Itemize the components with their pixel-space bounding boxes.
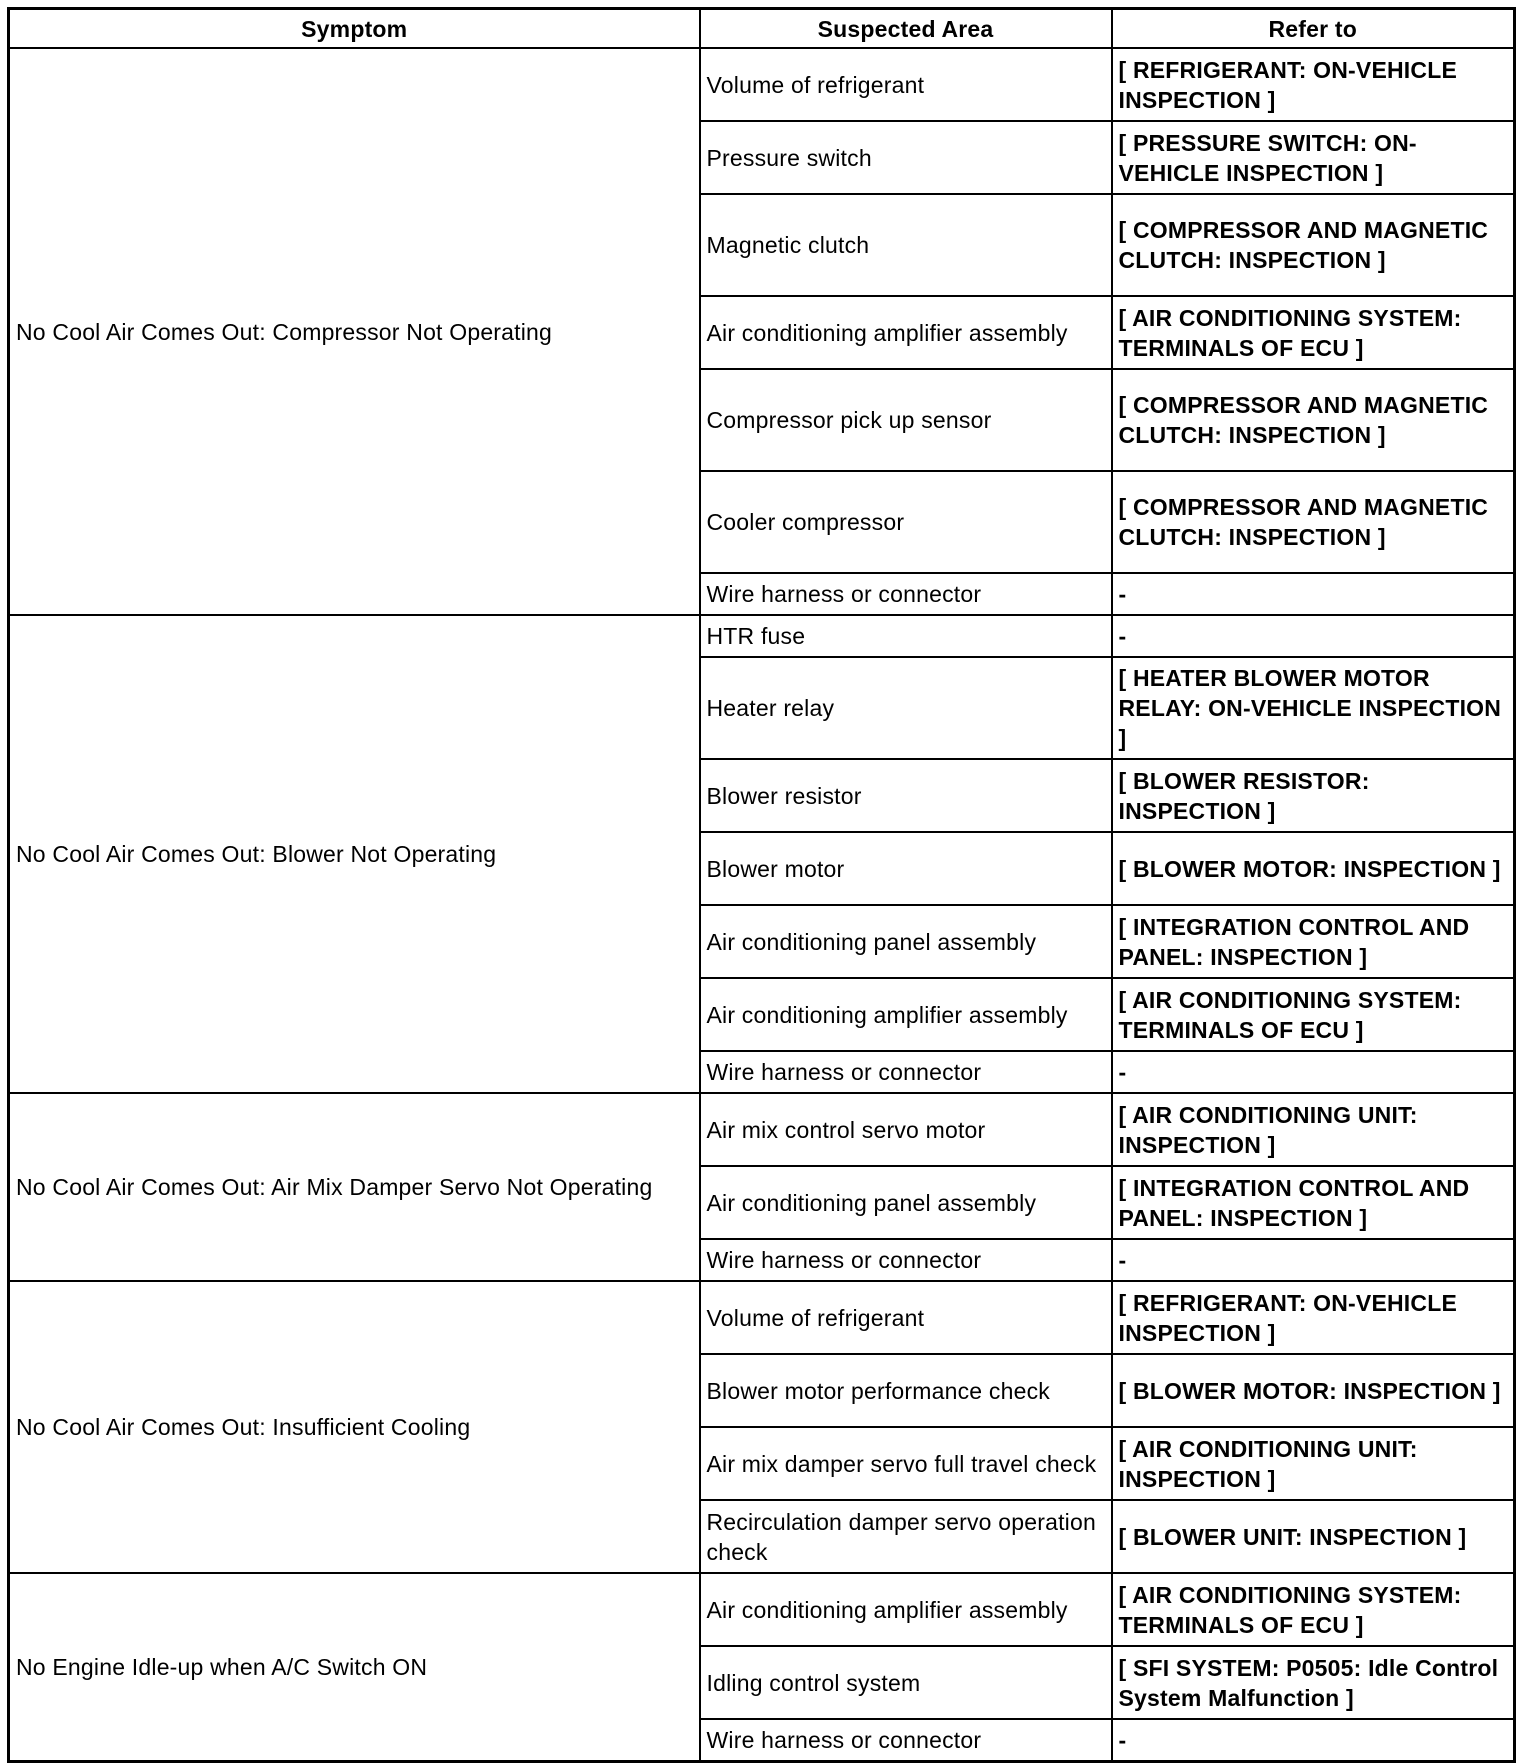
suspected-area-cell: Air mix damper servo full travel check	[700, 1427, 1112, 1500]
refer-to-cell: [ AIR CONDITIONING SYSTEM: TERMINALS OF ECU ]	[1112, 1573, 1515, 1646]
suspected-area-cell: Recirculation damper servo operation check	[700, 1500, 1112, 1573]
refer-to-cell: [ INTEGRATION CONTROL AND PANEL: INSPECTION ]	[1112, 905, 1515, 978]
refer-to-cell: [ AIR CONDITIONING UNIT: INSPECTION ]	[1112, 1427, 1515, 1500]
refer-to-cell: [ AIR CONDITIONING UNIT: INSPECTION ]	[1112, 1093, 1515, 1166]
refer-to-cell: [ COMPRESSOR AND MAGNETIC CLUTCH: INSPECTION ]	[1112, 369, 1515, 471]
suspected-area-cell: Blower motor	[700, 832, 1112, 905]
suspected-area-cell: Wire harness or connector	[700, 1051, 1112, 1093]
suspected-area-cell: Heater relay	[700, 657, 1112, 759]
table-row	[9, 615, 1515, 657]
suspected-area-cell: Compressor pick up sensor	[700, 369, 1112, 471]
refer-to-cell: [ BLOWER UNIT: INSPECTION ]	[1112, 1500, 1515, 1573]
suspected-area-cell: Air conditioning panel assembly	[700, 905, 1112, 978]
refer-to-cell: [ AIR CONDITIONING SYSTEM: TERMINALS OF ECU ]	[1112, 978, 1515, 1051]
suspected-area-cell: Air conditioning panel assembly	[700, 1166, 1112, 1239]
suspected-area-cell: Volume of refrigerant	[700, 1281, 1112, 1354]
suspected-area-cell: Volume of refrigerant	[700, 48, 1112, 121]
refer-to-cell: [ HEATER BLOWER MOTOR RELAY: ON-VEHICLE INSPECTION ]	[1112, 657, 1515, 759]
suspected-area-cell: Air conditioning amplifier assembly	[700, 978, 1112, 1051]
table-header	[9, 9, 1515, 49]
suspected-area-cell: HTR fuse	[700, 615, 1112, 657]
refer-to-cell: [ COMPRESSOR AND MAGNETIC CLUTCH: INSPECTION ]	[1112, 194, 1515, 296]
header-row	[9, 9, 1515, 49]
suspected-area-cell: Wire harness or connector	[700, 1239, 1112, 1281]
suspected-area-cell: Magnetic clutch	[700, 194, 1112, 296]
suspected-area-cell: Wire harness or connector	[700, 573, 1112, 615]
symptom-cell: No Cool Air Comes Out: Compressor Not Operating	[9, 48, 700, 615]
table-row	[9, 1573, 1515, 1646]
suspected-area-cell: Air conditioning amplifier assembly	[700, 1573, 1112, 1646]
refer-to-cell: -	[1112, 1051, 1515, 1093]
header-symptom: Symptom	[9, 9, 700, 49]
refer-to-cell: [ COMPRESSOR AND MAGNETIC CLUTCH: INSPECTION ]	[1112, 471, 1515, 573]
refer-to-cell: [ REFRIGERANT: ON-VEHICLE INSPECTION ]	[1112, 48, 1515, 121]
diagnostic-table	[7, 7, 1516, 1763]
suspected-area-cell: Blower motor performance check	[700, 1354, 1112, 1427]
suspected-area-cell: Cooler compressor	[700, 471, 1112, 573]
suspected-area-cell: Air conditioning amplifier assembly	[700, 296, 1112, 369]
refer-to-cell: [ PRESSURE SWITCH: ON-VEHICLE INSPECTION ]	[1112, 121, 1515, 194]
refer-to-cell: [ BLOWER MOTOR: INSPECTION ]	[1112, 1354, 1515, 1427]
table-row	[9, 48, 1515, 121]
refer-to-cell: [ BLOWER RESISTOR: INSPECTION ]	[1112, 759, 1515, 832]
refer-to-cell: -	[1112, 615, 1515, 657]
refer-to-cell: [ REFRIGERANT: ON-VEHICLE INSPECTION ]	[1112, 1281, 1515, 1354]
table-body	[9, 48, 1515, 1761]
symptom-cell: No Cool Air Comes Out: Insufficient Cooling	[9, 1281, 700, 1573]
suspected-area-cell: Wire harness or connector	[700, 1719, 1112, 1761]
suspected-area-cell: Pressure switch	[700, 121, 1112, 194]
refer-to-cell: [ INTEGRATION CONTROL AND PANEL: INSPECTION ]	[1112, 1166, 1515, 1239]
symptom-cell: No Cool Air Comes Out: Air Mix Damper Servo Not Operating	[9, 1093, 700, 1281]
suspected-area-cell: Blower resistor	[700, 759, 1112, 832]
header-suspected-area: Suspected Area	[700, 9, 1112, 49]
table-row	[9, 1281, 1515, 1354]
refer-to-cell: -	[1112, 573, 1515, 615]
suspected-area-cell: Air mix control servo motor	[700, 1093, 1112, 1166]
header-refer-to: Refer to	[1112, 9, 1515, 49]
refer-to-cell: [ AIR CONDITIONING SYSTEM: TERMINALS OF ECU ]	[1112, 296, 1515, 369]
refer-to-cell: -	[1112, 1719, 1515, 1761]
refer-to-cell: [ BLOWER MOTOR: INSPECTION ]	[1112, 832, 1515, 905]
refer-to-cell: -	[1112, 1239, 1515, 1281]
suspected-area-cell: Idling control system	[700, 1646, 1112, 1719]
refer-to-cell: [ SFI SYSTEM: P0505: Idle Control System Malfunction ]	[1112, 1646, 1515, 1719]
symptom-cell: No Cool Air Comes Out: Blower Not Operating	[9, 615, 700, 1093]
table-row	[9, 1093, 1515, 1166]
symptom-cell: No Engine Idle-up when A/C Switch ON	[9, 1573, 700, 1761]
